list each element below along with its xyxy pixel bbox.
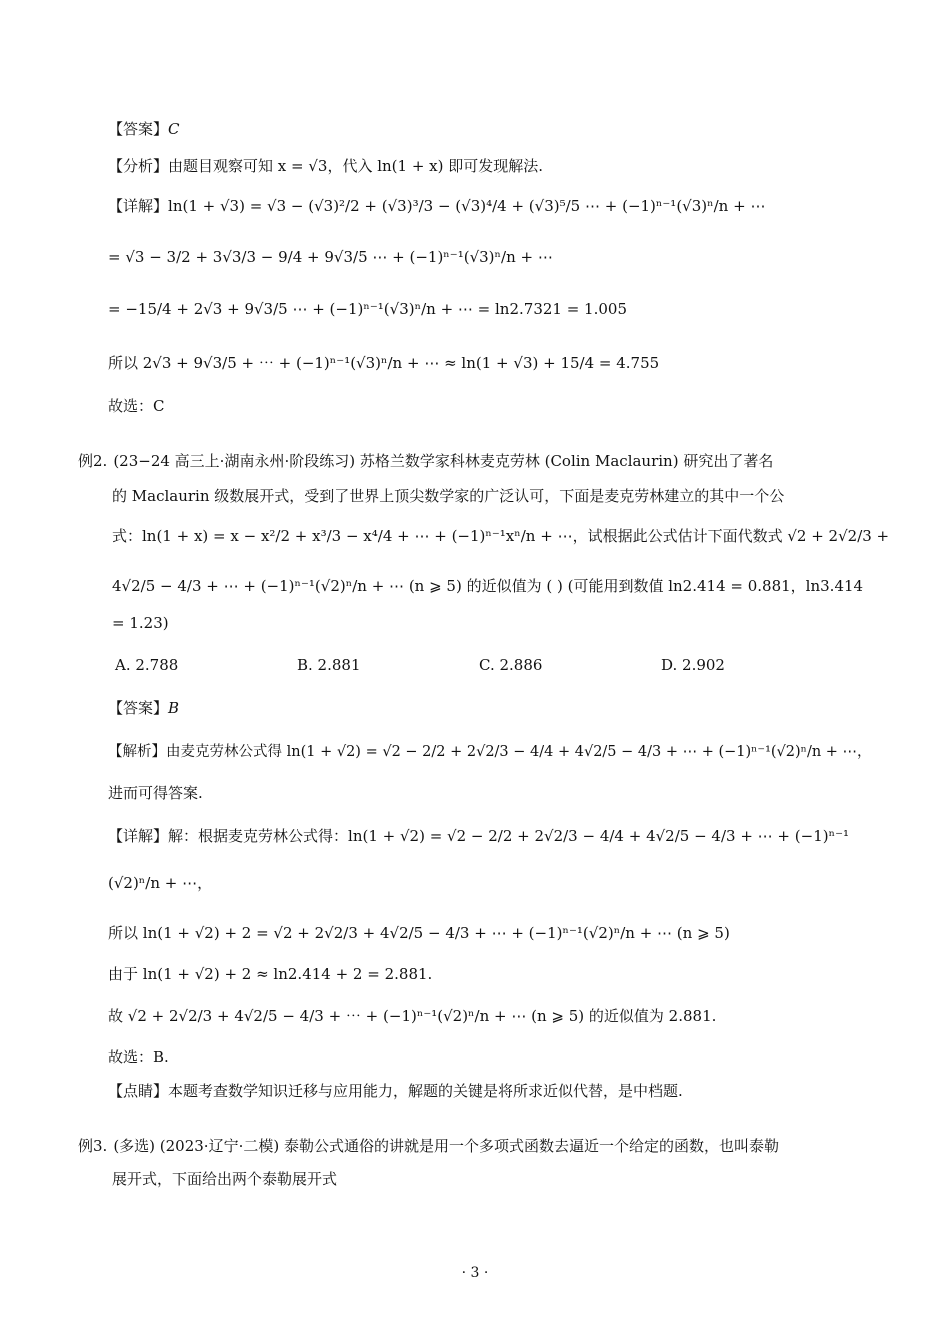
ex2-analysis-text-1: 由麦克劳林公式得 ln(1 + √2) = √2 − 2/2 + 2√2/3 − 4/4 + 4√2/5 − 4/3 + ⋯ + (−1)ⁿ⁻¹(√2)ⁿ/n + ⋯， xyxy=(166,744,872,760)
example-2-text-3: 式：ln(1 + x) = x − x²/2 + x³/3 − x⁴/4 + ⋯ + (−1)ⁿ⁻¹xⁿ/n + ⋯，试根据此公式估计下面代数式 √2 + 2√2/3 + xyxy=(112,527,890,545)
ex2-detail-line-5 xyxy=(108,1005,716,1026)
detail-line-3 xyxy=(108,300,627,318)
option-a[interactable]: A. 2.788 xyxy=(115,656,179,674)
choose-line xyxy=(108,395,164,416)
option-c[interactable]: C. 2.886 xyxy=(479,656,543,674)
ex2-detail-line-1 xyxy=(108,825,849,846)
answer-value: C xyxy=(168,119,180,138)
detail-formula-4: 所以 2√3 + 9√3/5 + ⋯ + (−1)ⁿ⁻¹(√3)ⁿ/n + ⋯ ≈ ln(1 + √3) + 15/4 = 4.755 xyxy=(108,354,660,372)
ex2-analysis-text-2: 进而可得答案. xyxy=(108,784,203,802)
analysis-text: 由题目观察可知 x = √3，代入 ln(1 + x) 即可发现解法. xyxy=(168,157,544,175)
example-2-text-5: = 1.23) xyxy=(112,614,169,632)
example-3-text-1: (多选) (2023·辽宁·二模) 泰勒公式通俗的讲就是用一个多项式函数去逼近一个给定的函数，也叫泰勒 xyxy=(113,1137,779,1155)
answer-tag: 【答案】 xyxy=(108,120,169,138)
detail-formula-1: ln(1 + √3) = √3 − (√3)²/2 + (√3)³/3 − (√3)⁴/4 + (√3)⁵/5 ⋯ + (−1)ⁿ⁻¹(√3)ⁿ/n + ⋯ xyxy=(168,196,766,215)
example-2-text-4: 4√2/5 − 4/3 + ⋯ + (−1)ⁿ⁻¹(√2)ⁿ/n + ⋯ (n ⩾ 5) 的近似值为 ( ) (可能用到数值 ln2.414 = 0.881，ln3.414 xyxy=(112,577,864,595)
detail-line-4 xyxy=(108,352,659,373)
detail-tag: 【详解】 xyxy=(108,197,169,215)
ex2-detail-text-4: 由于 ln(1 + √2) + 2 ≈ ln2.414 + 2 = 2.881. xyxy=(108,965,433,983)
ex2-detail-line-3 xyxy=(108,922,730,943)
option-b[interactable]: B. 2.881 xyxy=(297,656,361,674)
example-3-line-2 xyxy=(112,1168,337,1189)
ex2-detail-text-1: 解：根据麦克劳林公式得：ln(1 + √2) = √2 − 2/2 + 2√2/3 − 4/4 + 4√2/5 − 4/3 + ⋯ + (−1)ⁿ⁻¹ xyxy=(168,827,850,845)
ex2-remark-line xyxy=(108,1080,683,1101)
example-2-line-3 xyxy=(112,525,889,546)
options-row xyxy=(115,656,843,674)
example-2-line-4 xyxy=(112,575,863,596)
ex2-answer-line xyxy=(108,697,179,718)
detail-line-2 xyxy=(108,248,553,266)
ex2-analysis-tag: 【解析】 xyxy=(108,744,166,760)
analysis-tag: 【分析】 xyxy=(108,157,169,175)
ex2-detail-text-5: 故 √2 + 2√2/3 + 4√2/5 − 4/3 + ⋯ + (−1)ⁿ⁻¹(√2)ⁿ/n + ⋯ (n ⩾ 5) 的近似值为 2.881. xyxy=(108,1007,717,1025)
ex2-detail-tag: 【详解】 xyxy=(108,827,169,845)
ex2-choose-line xyxy=(108,1046,169,1067)
example-2-line-5 xyxy=(112,614,169,632)
example-2-label: 例2. xyxy=(78,452,108,470)
ex2-remark-tag: 【点睛】 xyxy=(108,1082,169,1100)
ex2-choose-text: 故选：B. xyxy=(108,1048,169,1066)
ex2-remark-text: 本题考查数学知识迁移与应用能力，解题的关键是将所求近似代替，是中档题. xyxy=(168,1082,683,1100)
option-d[interactable]: D. 2.902 xyxy=(661,656,725,674)
ex2-analysis-line-2 xyxy=(108,782,203,803)
ex2-answer-tag: 【答案】 xyxy=(108,699,169,717)
analysis-line xyxy=(108,155,543,176)
example-2-text-2: 的 Maclaurin 级数展开式，受到了世界上顶尖数学家的广泛认可，下面是麦克劳林建立的其中一个公 xyxy=(112,487,785,505)
example-2-line-2 xyxy=(112,485,784,506)
example-2-line-1 xyxy=(78,450,773,471)
example-3-text-2: 展开式，下面给出两个泰勒展开式 xyxy=(112,1170,338,1188)
example-2-text-1: (23−24 高三上·湖南永州·阶段练习) 苏格兰数学家科林麦克劳林 (Colin Maclaurin) 研究出了著名 xyxy=(113,452,774,470)
ex2-detail-text-2: (√2)ⁿ/n + ⋯， xyxy=(108,874,213,892)
ex2-analysis-line-1 xyxy=(108,740,872,761)
detail-formula-3: = −15/4 + 2√3 + 9√3/5 ⋯ + (−1)ⁿ⁻¹(√3)ⁿ/n + ⋯ = ln2.7321 = 1.005 xyxy=(108,300,628,318)
page-number: · 3 · xyxy=(461,1265,489,1281)
detail-line-1 xyxy=(108,195,765,216)
ex2-detail-text-3: 所以 ln(1 + √2) + 2 = √2 + 2√2/3 + 4√2/5 − 4/3 + ⋯ + (−1)ⁿ⁻¹(√2)ⁿ/n + ⋯ (n ⩾ 5) xyxy=(108,924,730,942)
choose-text: 故选：C xyxy=(108,397,165,415)
detail-formula-2: = √3 − 3/2 + 3√3/3 − 9/4 + 9√3/5 ⋯ + (−1)ⁿ⁻¹(√3)ⁿ/n + ⋯ xyxy=(108,248,553,266)
example-3-line-1 xyxy=(78,1135,779,1156)
ex2-detail-line-4 xyxy=(108,963,432,984)
ex2-answer-value: B xyxy=(168,698,180,717)
answer-line xyxy=(108,118,180,139)
ex2-detail-line-2 xyxy=(108,872,212,893)
example-3-label: 例3. xyxy=(78,1137,108,1155)
